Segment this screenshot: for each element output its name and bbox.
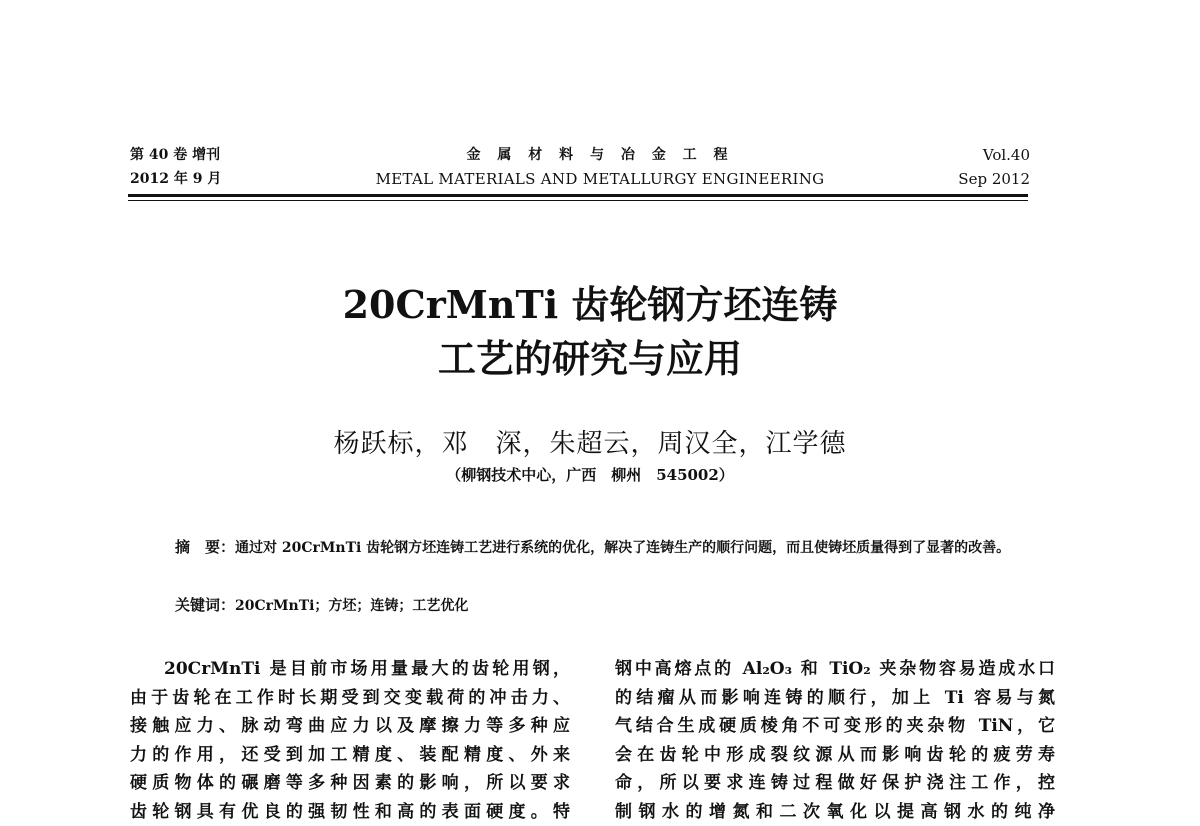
body-line: 接触应力、脉动弯曲应力以及摩擦力等多种应	[130, 712, 570, 741]
issue-date-cn: 2012 年 9 月	[130, 167, 290, 191]
journal-name-en: METAL MATERIALS AND METALLURGY ENGINEERING	[300, 167, 900, 191]
body-line: 齿轮钢具有优良的强韧性和高的表面硬度。特	[130, 798, 570, 826]
keywords-text: 20CrMnTi；方坯；连铸；工艺优化	[235, 598, 468, 614]
body-column-right	[615, 655, 1055, 826]
paper-title	[200, 278, 980, 386]
volume-label: 第 40 卷 增刊	[130, 143, 290, 167]
paper-title-line-1: 20CrMnTi 齿轮钢方坯连铸	[200, 278, 980, 332]
body-line: 制钢水的增氮和二次氧化以提高钢水的纯净	[615, 798, 1055, 826]
authors: 杨跃标，邓 深，朱超云，周汉全，江学德	[200, 423, 980, 460]
issue-date-en: Sep 2012	[910, 167, 1030, 191]
abstract-text: 通过对 20CrMnTi 齿轮钢方坯连铸工艺进行系统的优化，解决了连铸生产的顺行问题，而且使铸坯质量得到了显著的改善。	[235, 540, 1010, 556]
keywords	[175, 593, 1035, 618]
body-line: 气结合生成硬质棱角不可变形的夹杂物 TiN，它	[615, 712, 1055, 741]
keywords-label: 关键词：	[175, 596, 235, 614]
body-line: 20CrMnTi 是目前市场用量最大的齿轮用钢，	[130, 655, 570, 684]
journal-volume-en	[910, 143, 1030, 191]
abstract-label: 摘 要：	[175, 538, 235, 556]
journal-name	[300, 143, 900, 191]
header-rule-thick	[128, 194, 1028, 197]
body-column-left	[130, 655, 570, 826]
journal-volume	[130, 143, 290, 191]
body-line: 的结瘤从而影响连铸的顺行，加上 Ti 容易与氮	[615, 684, 1055, 713]
header-rule-thin	[128, 200, 1028, 201]
body-line: 硬质物体的碾磨等多种因素的影响，所以要求	[130, 769, 570, 798]
body-line: 命，所以要求连铸过程做好保护浇注工作，控	[615, 769, 1055, 798]
paper-title-line-2: 工艺的研究与应用	[200, 332, 980, 386]
abstract	[175, 533, 1035, 562]
volume-en: Vol.40	[910, 143, 1030, 167]
affiliation: （柳钢技术中心，广西 柳州 545002）	[200, 464, 980, 485]
body-line: 力的作用，还受到加工精度、装配精度、外来	[130, 741, 570, 770]
body-line: 由于齿轮在工作时长期受到交变载荷的冲击力、	[130, 684, 570, 713]
journal-name-cn: 金 属 材 料 与 冶 金 工 程	[300, 143, 900, 167]
body-line: 钢中高熔点的 Al₂O₃ 和 TiO₂ 夹杂物容易造成水口	[615, 655, 1055, 684]
body-line: 会在齿轮中形成裂纹源从而影响齿轮的疲劳寿	[615, 741, 1055, 770]
